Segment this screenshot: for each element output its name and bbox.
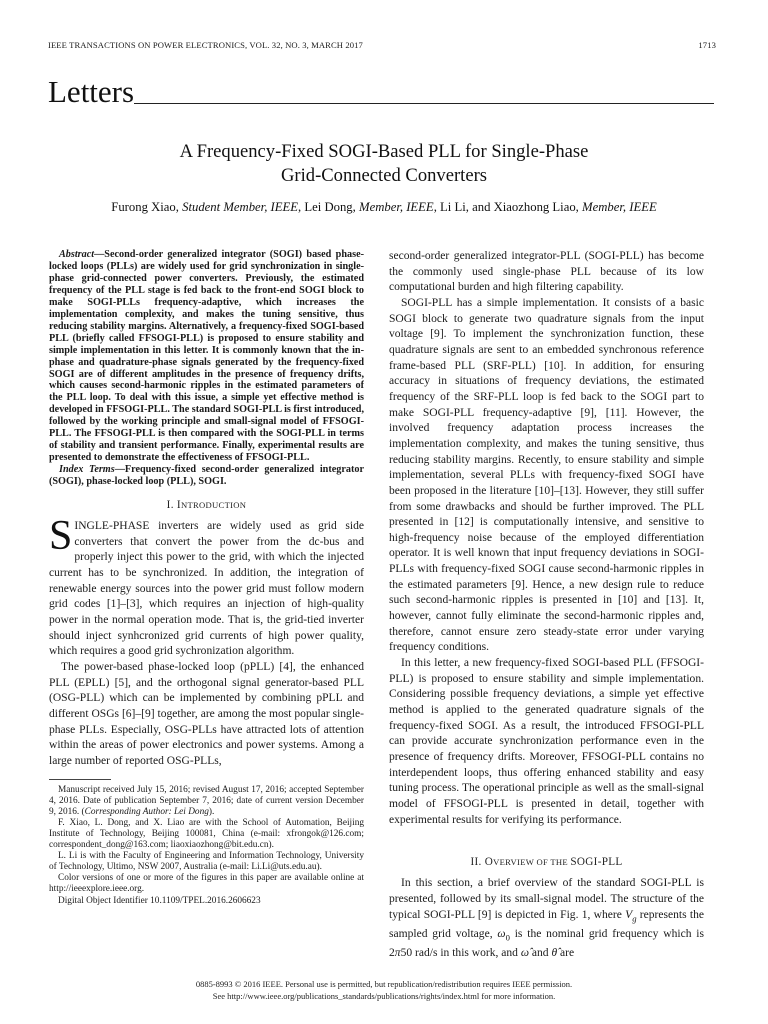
- drop-cap: S: [49, 513, 73, 560]
- body-paragraph: [389, 249, 704, 296]
- abstract: [49, 249, 364, 464]
- small-caps-initial: I: [176, 499, 181, 512]
- paper-title-line: A Frequency-Fixed SOGI-Based PLL for Single-Phase: [179, 141, 589, 162]
- section-heading-introduction: [49, 497, 364, 513]
- footnote-rule: [49, 779, 111, 780]
- text-run: ).: [208, 806, 215, 817]
- text-run: are: [557, 946, 575, 959]
- math-subscript: g: [632, 912, 637, 923]
- text-run: In this section, a brief overview of the standard SOGI-PLL is presented, followed by its small-signal model. The structure of the typical SOGI-PLL [9] is depicted in Fig. 1, where: [389, 877, 704, 921]
- section-label-rule: [134, 103, 714, 104]
- footnote-affiliation: [49, 818, 364, 851]
- right-column: [389, 249, 704, 968]
- text-run: —Frequency-fixed second-order generalized integrator (SOGI), phase-locked loop (PLL), SOGI.: [49, 464, 364, 488]
- section-label: Letters: [48, 74, 135, 109]
- math-symbol: ω: [497, 927, 506, 940]
- copyright-line: 0885-8993 © 2016 IEEE. Personal use is permitted, but republication/redistribution requires IEEE permission.: [195, 979, 573, 989]
- text-run: 50 rad/s in this work, and: [400, 946, 521, 959]
- small-caps-initial: O: [484, 856, 494, 869]
- italic-run: Student Member, IEEE: [182, 200, 299, 214]
- math-subscript: 0: [505, 931, 510, 942]
- index-terms: [49, 464, 364, 488]
- math-symbol: θ̂: [551, 946, 558, 959]
- text-run: is the nominal grid frequency which is 2: [389, 927, 704, 959]
- text-run: The power-based phase-locked loop (pPLL) [4], the enhanced PLL (EPLL) [5], and the orthogonal signal generator-based PLL (OSG-PLL) which can be implemented by combining pPLL and different OSGs [6]–[9] together, are among the most popular single-phase PLLs. Especially, OSG-PLLs have attracted lots of attention within the areas of power electronics and power systems. Among a large number of reported OSG-PLLs,: [49, 660, 364, 767]
- italic-run: Index Terms: [59, 464, 115, 476]
- body-paragraph: [49, 660, 364, 770]
- italic-run: Abstract: [59, 249, 95, 260]
- body-paragraph: [389, 656, 704, 828]
- italic-run: Corresponding Author: Lei Dong: [84, 806, 209, 817]
- math-symbol: V: [625, 908, 633, 921]
- text-run: F. Xiao, L. Dong, and X. Liao are with the School of Automation, Beijing Institute of Technology, Beijing 100081, China (e-mail: xfrongok@126.com; correspondent_dong@163.com; liaoxiaozhong@bit.edu.cn).: [49, 817, 364, 851]
- text-run: II.: [470, 856, 485, 869]
- text-run: , Lei Dong,: [298, 200, 359, 214]
- text-run: and: [529, 946, 552, 959]
- text-run: represents the sampled grid voltage,: [389, 908, 704, 940]
- intro-paragraph-text: [49, 513, 364, 658]
- footnote-affiliation: [49, 851, 364, 873]
- small-caps-run: VERVIEW OF THE: [493, 857, 571, 868]
- italic-run: Member, IEEE: [582, 200, 657, 214]
- italic-run: Member, IEEE: [359, 200, 434, 214]
- small-caps-initial: SOGI-PLL: [570, 856, 623, 869]
- running-header: [48, 40, 716, 54]
- text-run: SOGI-PLL has a simple implementation. It consists of a basic SOGI block to generate two quadrature signals from the input voltage [9]. To implement the synchronization function, these quadrature signals are sent to an embedded synchronous reference frame-based PLL (SRF-PLL) [10]. In addition, for ensuring accuracy in situations of frequency deviations, the estimated frequency of the SRF-PLL loop is fed back to the SOGI part to make SOGI-PLL frequency-adaptive [9], [11]. However, the involved frequency adaptation process increases the implementation complexity, and makes the tuning sensitive, thus reducing stability margins. Recently, to ensure stability and simple implementation, several PLLs with frequency-fixed SOGI have been proposed in the literature [10]–[13]. However, they still suffer from some drawbacks and should be further improved. The PLL presented in [12] is computationally intensive, and sensitive to high-frequency noise because of the employed differentiation operator. It is well known that input frequency deviations in SOGI-PLLs with frequency-fixed SOGI cause second-harmonic ripples in the estimated parameters [9]. Hence, a new design rule to reduce such second-harmonic ripples is presented in [10] and [13]. It, however, cannot fully eliminate the second-harmonic ripples and, therefore, cannot ensure zero steady-state error under varying frequency conditions.: [389, 296, 704, 654]
- text-run: L. Li is with the Faculty of Engineering and Information Technology, University of Technology, Ultimo, NSW 2007, Australia (e-mail: Li.Li@uts.edu.au).: [49, 851, 364, 873]
- math-symbol: ω̂: [520, 946, 530, 959]
- journal-header: IEEE TRANSACTIONS ON POWER ELECTRONICS, VOL. 32, NO. 3, MARCH 2017: [48, 40, 363, 50]
- math-symbol: π: [394, 946, 401, 959]
- footnote-color-note: [49, 873, 364, 895]
- page-number: 1713: [698, 40, 716, 50]
- paper-title: [60, 140, 708, 188]
- text-run: second-order generalized integrator-PLL (SOGI-PLL) has become the commonly used single-phase PLL because of its low computational burden and high filtering capability.: [389, 250, 704, 294]
- text-run: —Second-order generalized integrator (SOGI) based phase-locked loops (PLLs) are widely used for grid synchronization in single-phase grid-connected power converters. Previously, the estimated frequency of the PLL stage is fed back to the front-end SOGI block to make SOGI-PLLs frequency-adaptive, which increases the implementation complexity, and makes the tuning sensitive, thus reducing stability margins. Alternatively, a frequency-fixed SOGI-based PLL (briefly called FFSOGI-PLL) is proposed to ensure stability and simple implementation in this letter. It is commonly known that the in-phase and quadrature-phase signals generated by the frequency-fixed SOGI are of different amplitudes in the presence of frequency drifts, which causes second-harmonic ripples in the estimated parameters of the PLL loop. To deal with this issue, a simple yet effective method is developed in FFSOGI-PLL. The standard SOGI-PLL is first introduced, followed by the working principle and small-signal model of FFSOGI-PLL. The FFSOGI-PLL is then compared with the SOGI-PLL in terms of stability and transient performance. Finally, experimental results are presented to demonstrate the effectiveness of FFSOGI-PLL.: [49, 249, 364, 464]
- text-run: Furong Xiao,: [111, 200, 183, 214]
- text-run: Digital Object Identifier 10.1109/TPEL.2016.2606623: [58, 895, 261, 906]
- rights-link-line: See http://www.ieee.org/publications_standards/publications/rights/index.html for more information.: [212, 990, 556, 1001]
- section-heading-overview: [389, 854, 704, 870]
- copyright-footer: [0, 979, 768, 1002]
- text-run: Manuscript received July 15, 2016; revised August 17, 2016; accepted September 4, 2016. Date of publication September 7, 2016; date of current version December 9, 2016. (: [49, 784, 364, 817]
- paper-title-line: Grid-Connected Converters: [280, 165, 488, 186]
- author-list: [40, 199, 728, 215]
- left-column: [49, 249, 364, 968]
- text-run: In this letter, a new frequency-fixed SOGI-based PLL (FFSOGI-PLL) is proposed to ensure stability and simple implementation. Considering possible frequency deviations, a simple yet effective method is applied to the generated quadrature signals of the frequency-fixed SOGI. As a result, the introduced FFSOGI-PLL can provide accurate synchronization performance even in the presence of frequency drifts. Moreover, FFSOGI-PLL contains no interdependent loops, thus offering enhanced stability and easy tuning process. The operational principle as well as the small-signal model of FFSOGI-PLL is presented in detail, together with experimental results for verifying its performance.: [389, 657, 704, 826]
- body-paragraph: [389, 296, 704, 656]
- text-run: Color versions of one or more of the figures in this paper are available online at http://ieeexplore.ieee.org.: [49, 873, 364, 895]
- footnote-doi: [49, 896, 364, 907]
- body-paragraph: [389, 876, 704, 961]
- intro-paragraph: [49, 513, 364, 660]
- text-run: I.: [166, 499, 177, 512]
- text-run: , Li Li, and Xiaozhong Liao,: [433, 200, 583, 214]
- small-caps-run: NTRODUCTION: [180, 500, 247, 511]
- footnote-manuscript: [49, 785, 364, 818]
- text-run: INGLE-PHASE inverters are widely used as grid side converters that convert the power from the dc-bus and properly inject this power to the grid, with which the injected current has to be synchronized. In addition, the integration of renewable energy sources into the power grid must follow modern grid codes [1]–[3], which requires an injection of high-quality power in the normal operation mode. That is, the grid-tied inverter should inject synhcronized grid currents of high power quality, which requires a good grid sychronization algorithm.: [49, 520, 364, 658]
